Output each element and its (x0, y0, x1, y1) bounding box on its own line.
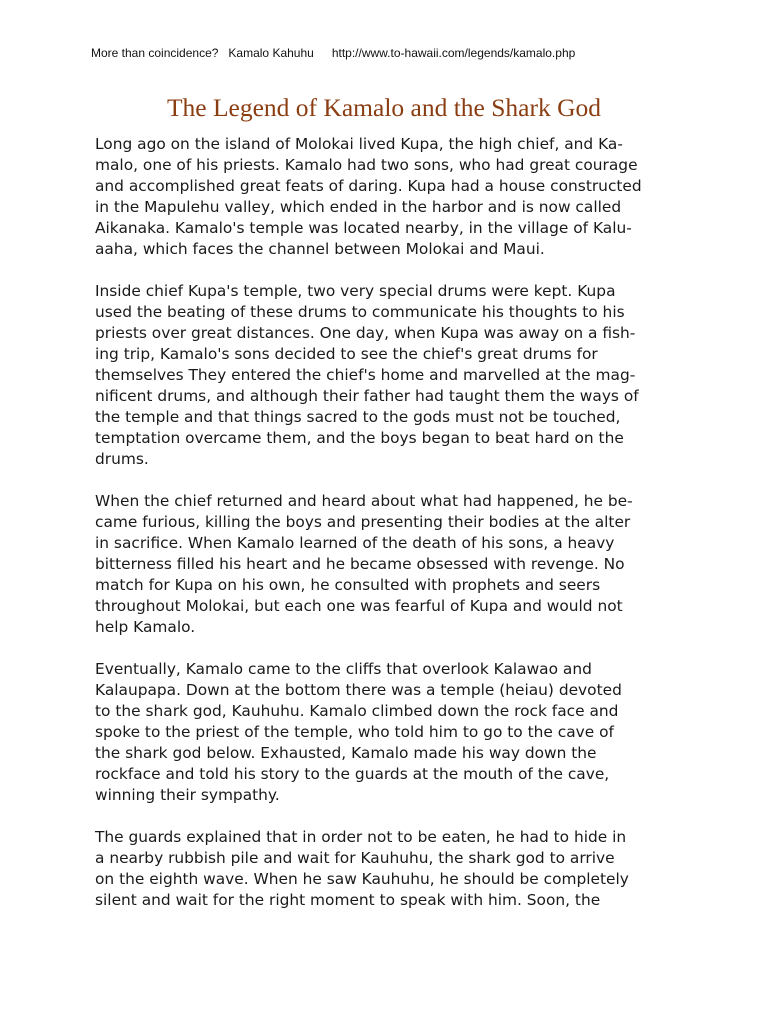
text-line: spoke to the priest of the temple, who told him to go to the cave of (95, 723, 614, 741)
paragraph (95, 281, 695, 470)
text-line: silent and wait for the right moment to speak with him. Soon, the (95, 891, 601, 909)
header-author: Kamalo Kahuhu (228, 46, 314, 60)
text-line: and accomplished great feats of daring. Kupa had a house constructed (95, 177, 642, 195)
text-line: match for Kupa on his own, he consulted with prophets and seers (95, 576, 601, 594)
text-line: rockface and told his story to the guards at the mouth of the cave, (95, 765, 610, 783)
text-line: temptation overcame them, and the boys began to beat hard on the (95, 429, 624, 447)
text-line: Kalaupapa. Down at the bottom there was a temple (heiau) devoted (95, 681, 622, 699)
text-line: Long ago on the island of Molokai lived Kupa, the high chief, and Ka- (95, 135, 623, 153)
page-header (91, 46, 575, 60)
text-line: the temple and that things sacred to the gods must not be touched, (95, 408, 621, 426)
text-line: ing trip, Kamalo's sons decided to see the chief's great drums for (95, 345, 598, 363)
text-line: on the eighth wave. When he saw Kauhuhu, he should be completely (95, 870, 629, 888)
text-line: help Kamalo. (95, 618, 196, 636)
text-line: nificent drums, and although their father had taught them the ways of (95, 387, 639, 405)
text-line: priests over great distances. One day, when Kupa was away on a fish- (95, 324, 636, 342)
story-body (95, 134, 695, 932)
text-line: aaha, which faces the channel between Molokai and Maui. (95, 240, 545, 258)
header-subject: More than coincidence? (91, 46, 219, 60)
page-title: The Legend of Kamalo and the Shark God (166, 93, 602, 122)
paragraph (95, 827, 695, 911)
paragraph (95, 134, 695, 260)
text-line: winning their sympathy. (95, 786, 280, 804)
text-line: in sacrifice. When Kamalo learned of the death of his sons, a heavy (95, 534, 615, 552)
text-line: themselves They entered the chief's home and marvelled at the mag- (95, 366, 636, 384)
text-line: When the chief returned and heard about what had happened, he be- (95, 492, 633, 510)
paragraph (95, 659, 695, 806)
header-url: http://www.to-hawaii.com/legends/kamalo.php (331, 46, 576, 60)
text-line: the shark god below. Exhausted, Kamalo made his way down the (95, 744, 597, 762)
text-line: to the shark god, Kauhuhu. Kamalo climbed down the rock face and (95, 702, 619, 720)
text-line: The guards explained that in order not to be eaten, he had to hide in (95, 828, 627, 846)
text-line: bitterness filled his heart and he became obsessed with revenge. No (95, 555, 625, 573)
paragraph (95, 491, 695, 638)
text-line: a nearby rubbish pile and wait for Kauhuhu, the shark god to arrive (95, 849, 615, 867)
text-line: Eventually, Kamalo came to the cliffs that overlook Kalawao and (95, 660, 592, 678)
text-line: drums. (95, 450, 149, 468)
text-line: throughout Molokai, but each one was fearful of Kupa and would not (95, 597, 623, 615)
text-line: Aikanaka. Kamalo's temple was located nearby, in the village of Kalu- (95, 219, 632, 237)
text-line: came furious, killing the boys and presenting their bodies at the alter (95, 513, 631, 531)
text-line: Inside chief Kupa's temple, two very special drums were kept. Kupa (95, 282, 616, 300)
text-line: in the Mapulehu valley, which ended in the harbor and is now called (95, 198, 622, 216)
text-line: used the beating of these drums to communicate his thoughts to his (95, 303, 625, 321)
text-line: malo, one of his priests. Kamalo had two sons, who had great courage (95, 156, 638, 174)
